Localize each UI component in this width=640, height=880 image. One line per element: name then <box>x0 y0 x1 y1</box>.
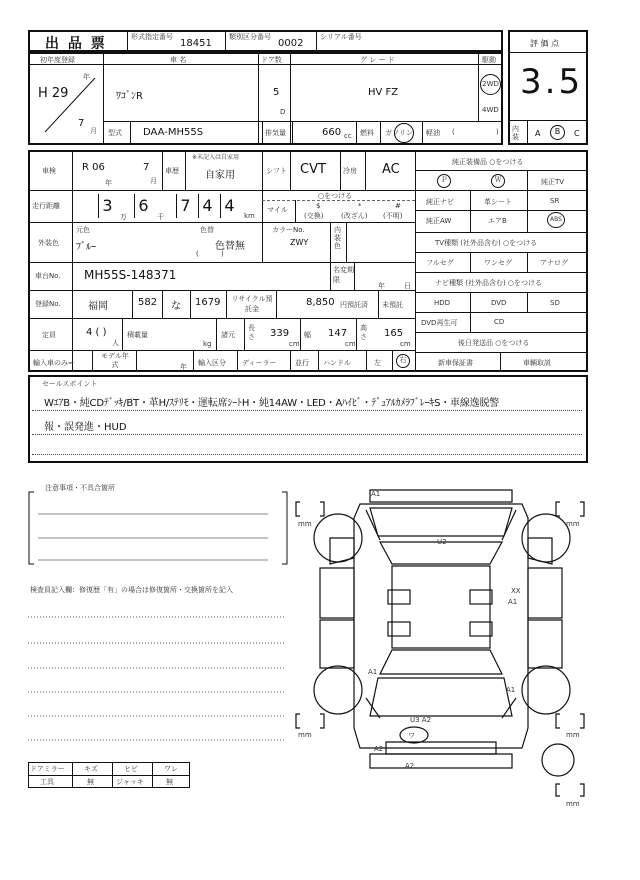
mirror-v1: 無 <box>87 778 94 786</box>
len-unit: cm <box>289 340 300 348</box>
odometer-digit: 6 <box>134 194 152 218</box>
equip-navi: 純正ナビ <box>426 198 454 206</box>
first-reg-era: H 29 <box>38 86 69 101</box>
color-no-label: カラーNo. <box>272 226 305 234</box>
fuel-gasoline-circled: ガソリン <box>385 129 413 137</box>
handle-right-circled: 右 <box>396 354 410 368</box>
reg-no-label: 登録No. <box>35 300 61 308</box>
nav-sd: SD <box>550 299 560 307</box>
mirror-h0: ドアミラー <box>30 765 65 773</box>
mm-spare: mm <box>566 800 580 808</box>
sheet-title: 出 品 票 <box>45 36 107 52</box>
dmg-a1-left: A1 <box>368 668 378 676</box>
year-unit: 年 <box>83 73 90 81</box>
reg-num: 582 <box>138 297 158 308</box>
fuel-label: 燃料 <box>360 129 374 137</box>
parallel: 並行 <box>295 359 309 367</box>
sales-line2: 報・誤発進・HUD <box>44 422 127 433</box>
later-warranty: 新車保証書 <box>438 359 473 367</box>
recycle: 8,850 <box>306 297 335 308</box>
height-label: 高さ <box>360 324 367 341</box>
rating-value: 3.5 <box>520 62 584 102</box>
disp-unit: cc <box>344 132 352 140</box>
displacement: 660 <box>322 127 342 138</box>
int-color-label: 内装色 <box>334 226 341 250</box>
equip-pw-circled: Ｗ <box>491 174 505 188</box>
doors: 5 <box>273 87 280 98</box>
cap-unit: 人 <box>112 339 119 347</box>
dim-label: 諸元 <box>221 331 235 339</box>
class-label: 類別区分番号 <box>229 33 271 41</box>
km-unit: km <box>244 212 255 220</box>
opt-swap-label: (交換) <box>304 212 324 220</box>
damage-diagram <box>290 478 590 808</box>
nc-year: 年 <box>378 282 385 290</box>
history: 自家用 <box>205 170 235 181</box>
handle-label: ハンドル <box>323 359 351 367</box>
tv-title: TV種類 (社外品含む) ○をつける <box>435 239 538 247</box>
dealer: ディーラー <box>242 359 277 367</box>
equip-leather: 革シート <box>484 198 512 206</box>
dmg-a1-rear: A1 <box>506 686 516 694</box>
inspector-note: 検査員記入欄：修復歴「有」の場合は修復箇所・交換箇所を記入 <box>30 586 233 594</box>
reg-number: 18451 <box>180 38 212 49</box>
doors-label: ドア数 <box>261 56 282 64</box>
equip-sr: SR <box>550 197 560 205</box>
w-unit: cm <box>345 340 356 348</box>
man-unit: 万 <box>120 213 127 221</box>
doors-d: D <box>280 108 286 116</box>
equip-aw: 純正AW <box>426 217 452 225</box>
month-unit: 月 <box>90 127 97 135</box>
circle-note: ○をつける <box>318 192 353 200</box>
car-name: ﾜｺﾞﾝR <box>116 91 143 102</box>
recycle-unit: 円預託済 <box>340 301 368 309</box>
mirror-h2: ヒビ <box>124 765 138 773</box>
nav-dvd: DVD <box>491 299 507 307</box>
fuel-circle <box>394 123 414 143</box>
history-label: 車歴 <box>165 167 179 175</box>
nav-dvd-play: DVD再生可 <box>421 319 458 327</box>
height: 165 <box>384 328 404 339</box>
dmg-a2-bottom: A2 <box>405 762 415 770</box>
mirror-h3: ワレ <box>164 765 178 773</box>
color-paren: ( ) <box>196 250 234 258</box>
odometer-digit: 4 <box>198 194 216 218</box>
opt-unknown-label: (不明) <box>383 212 403 220</box>
ac: AC <box>382 162 400 177</box>
notes-bracket <box>28 488 290 568</box>
shift-label: シフト <box>266 167 287 175</box>
width: 147 <box>328 328 348 339</box>
dmg-xx: XX <box>511 587 521 595</box>
mirror-v3: 無 <box>166 778 173 786</box>
dmg-u2: U2 <box>437 538 447 546</box>
equip-ps-circled: Ｐ <box>437 174 451 188</box>
disp-label: 排気量 <box>265 129 286 137</box>
reg-4digit: 1679 <box>195 297 221 308</box>
recycle-label: リサイクル預託金 <box>231 295 273 313</box>
mileage-label: 走行距離 <box>32 202 60 210</box>
dmg-u3a2: U3 A2 <box>410 716 432 724</box>
sales-line1: WｴｱB・純CDﾃﾞｯｷ/BT・革H/ｽﾃﾘﾓ・運転席ｼｰﾄH・純14AW・LED・Aﾊｲﾋﾞ・ﾃﾞｭｱﾙｶﾒﾗﾌﾞﾚｰｷS・車線逸脱警 <box>44 398 500 409</box>
equip-airbag: エアB <box>488 217 507 225</box>
reg-label: 形式指定番号 <box>131 33 173 41</box>
ins-month-unit: 月 <box>150 177 157 185</box>
fuel-paren-open: ( <box>452 128 455 136</box>
chassis-label: 車台No. <box>35 272 61 280</box>
model: DAA-MH55S <box>143 127 204 138</box>
nav-title: ナビ種類 (社外品含む) ○をつける <box>435 279 543 287</box>
sen-unit: 千 <box>157 213 164 221</box>
mile-label: マイル <box>267 206 288 214</box>
inspection-label: 車検 <box>42 167 56 175</box>
later-title: 後日発送品 ○をつける <box>458 339 530 347</box>
equip-tv: 純正TV <box>541 178 565 186</box>
import-cat-label: 輸入区分 <box>198 359 226 367</box>
ins-month: 7 <box>143 162 150 173</box>
recycle-opt: 未預託 <box>382 301 403 309</box>
opt-unknown: # <box>395 202 401 210</box>
length: 339 <box>270 328 290 339</box>
mirror-v2: ジャッキ <box>116 778 144 786</box>
len-label: 長さ <box>248 324 255 341</box>
ins-year-unit: 年 <box>105 179 112 187</box>
history-note: ※未記入は自家用 <box>192 154 240 161</box>
kg-unit: kg <box>203 340 212 348</box>
ac-label: 冷房 <box>343 167 357 175</box>
equip-title: 純正装備品 ○をつける <box>452 158 524 166</box>
tv-fullseg: フルセグ <box>426 259 454 267</box>
mirror-v0: 工具 <box>40 778 54 786</box>
shift: CVT <box>300 162 326 177</box>
fuel-paren-close: ) <box>496 128 499 136</box>
reg-kana: な <box>171 301 181 312</box>
diesel-label: 軽油 <box>426 129 440 137</box>
mm-rl: mm <box>298 731 312 739</box>
opt-tamper: * <box>358 202 362 210</box>
model-year-unit: 年 <box>180 363 187 371</box>
tv-oneseg: ワンセグ <box>484 259 512 267</box>
sales-label: セールスポイント <box>42 380 98 388</box>
load-label: 積載量 <box>127 331 148 339</box>
color-change: 色替無 <box>215 241 245 252</box>
later-manual: 車輌取説 <box>523 359 551 367</box>
mm-rr: mm <box>566 731 580 739</box>
dmg-a2-bumper: A2 <box>374 745 384 753</box>
dmg-a1-right: A1 <box>508 598 518 606</box>
color-no: ZWY <box>290 238 309 247</box>
capacity: 4 ( ) <box>86 327 107 338</box>
capacity-label: 定員 <box>42 331 56 339</box>
mm-fl: mm <box>298 520 312 528</box>
import-label: 輸入車のみ⇒ <box>33 359 74 367</box>
orig-color: ﾌﾞﾙｰ <box>76 242 96 253</box>
drive-2wd-circled: 2WD <box>480 74 501 95</box>
drive-4wd: 4WD <box>482 106 499 114</box>
chassis: MH55S-148371 <box>84 268 177 282</box>
mm-fr: mm <box>566 520 580 528</box>
nav-cd: CD <box>494 318 505 326</box>
tv-analog: アナログ <box>540 259 568 267</box>
dmg-wa: ワ <box>408 732 415 740</box>
interior-b-circled: B <box>550 125 565 140</box>
class-number: 0002 <box>278 38 304 49</box>
rating-label: 評 価 点 <box>530 39 560 48</box>
equip-abs-circled: ABS <box>547 212 565 228</box>
nc-day: 日 <box>404 282 411 290</box>
dmg-a1-top: A1 <box>371 490 381 498</box>
serial-label: シリアル番号 <box>320 33 362 41</box>
grade: HV FZ <box>368 87 399 98</box>
name-label: 車 名 <box>170 56 187 64</box>
inspector-lines <box>28 600 290 750</box>
reg-city: 福岡 <box>88 301 108 312</box>
h-unit: cm <box>400 340 411 348</box>
interior-label: 内装 <box>512 125 519 141</box>
nav-hdd: HDD <box>434 299 451 307</box>
odometer-digit: 4 <box>220 194 238 218</box>
notes-label: 注意事項・不具合箇所 <box>45 484 115 492</box>
color-change-label: 色替 <box>200 226 214 234</box>
name-change-label: 名変期限 <box>333 266 354 284</box>
grade-label: グ レ ー ド <box>360 56 395 64</box>
opt-tamper-label: (改ざん) <box>341 212 368 220</box>
width-label: 幅 <box>304 331 311 339</box>
first-reg-month: 7 <box>78 118 85 129</box>
odometer-digit: 3 <box>98 194 116 218</box>
interior-a: A <box>535 129 541 138</box>
model-year-label: モデル年式 <box>101 352 129 369</box>
interior-c: C <box>574 129 580 138</box>
color-label: 外装色 <box>38 239 59 247</box>
orig-color-label: 元色 <box>76 226 90 234</box>
inspection: R 06 <box>82 162 105 173</box>
model-label: 型式 <box>108 129 122 137</box>
odometer-digit: 7 <box>176 194 194 218</box>
opt-swap: $ <box>316 202 321 210</box>
drive-label: 駆動 <box>482 56 496 64</box>
handle-left: 左 <box>374 359 381 367</box>
first-reg-label: 初年度登録 <box>40 56 75 64</box>
mirror-h1: キズ <box>84 765 98 773</box>
